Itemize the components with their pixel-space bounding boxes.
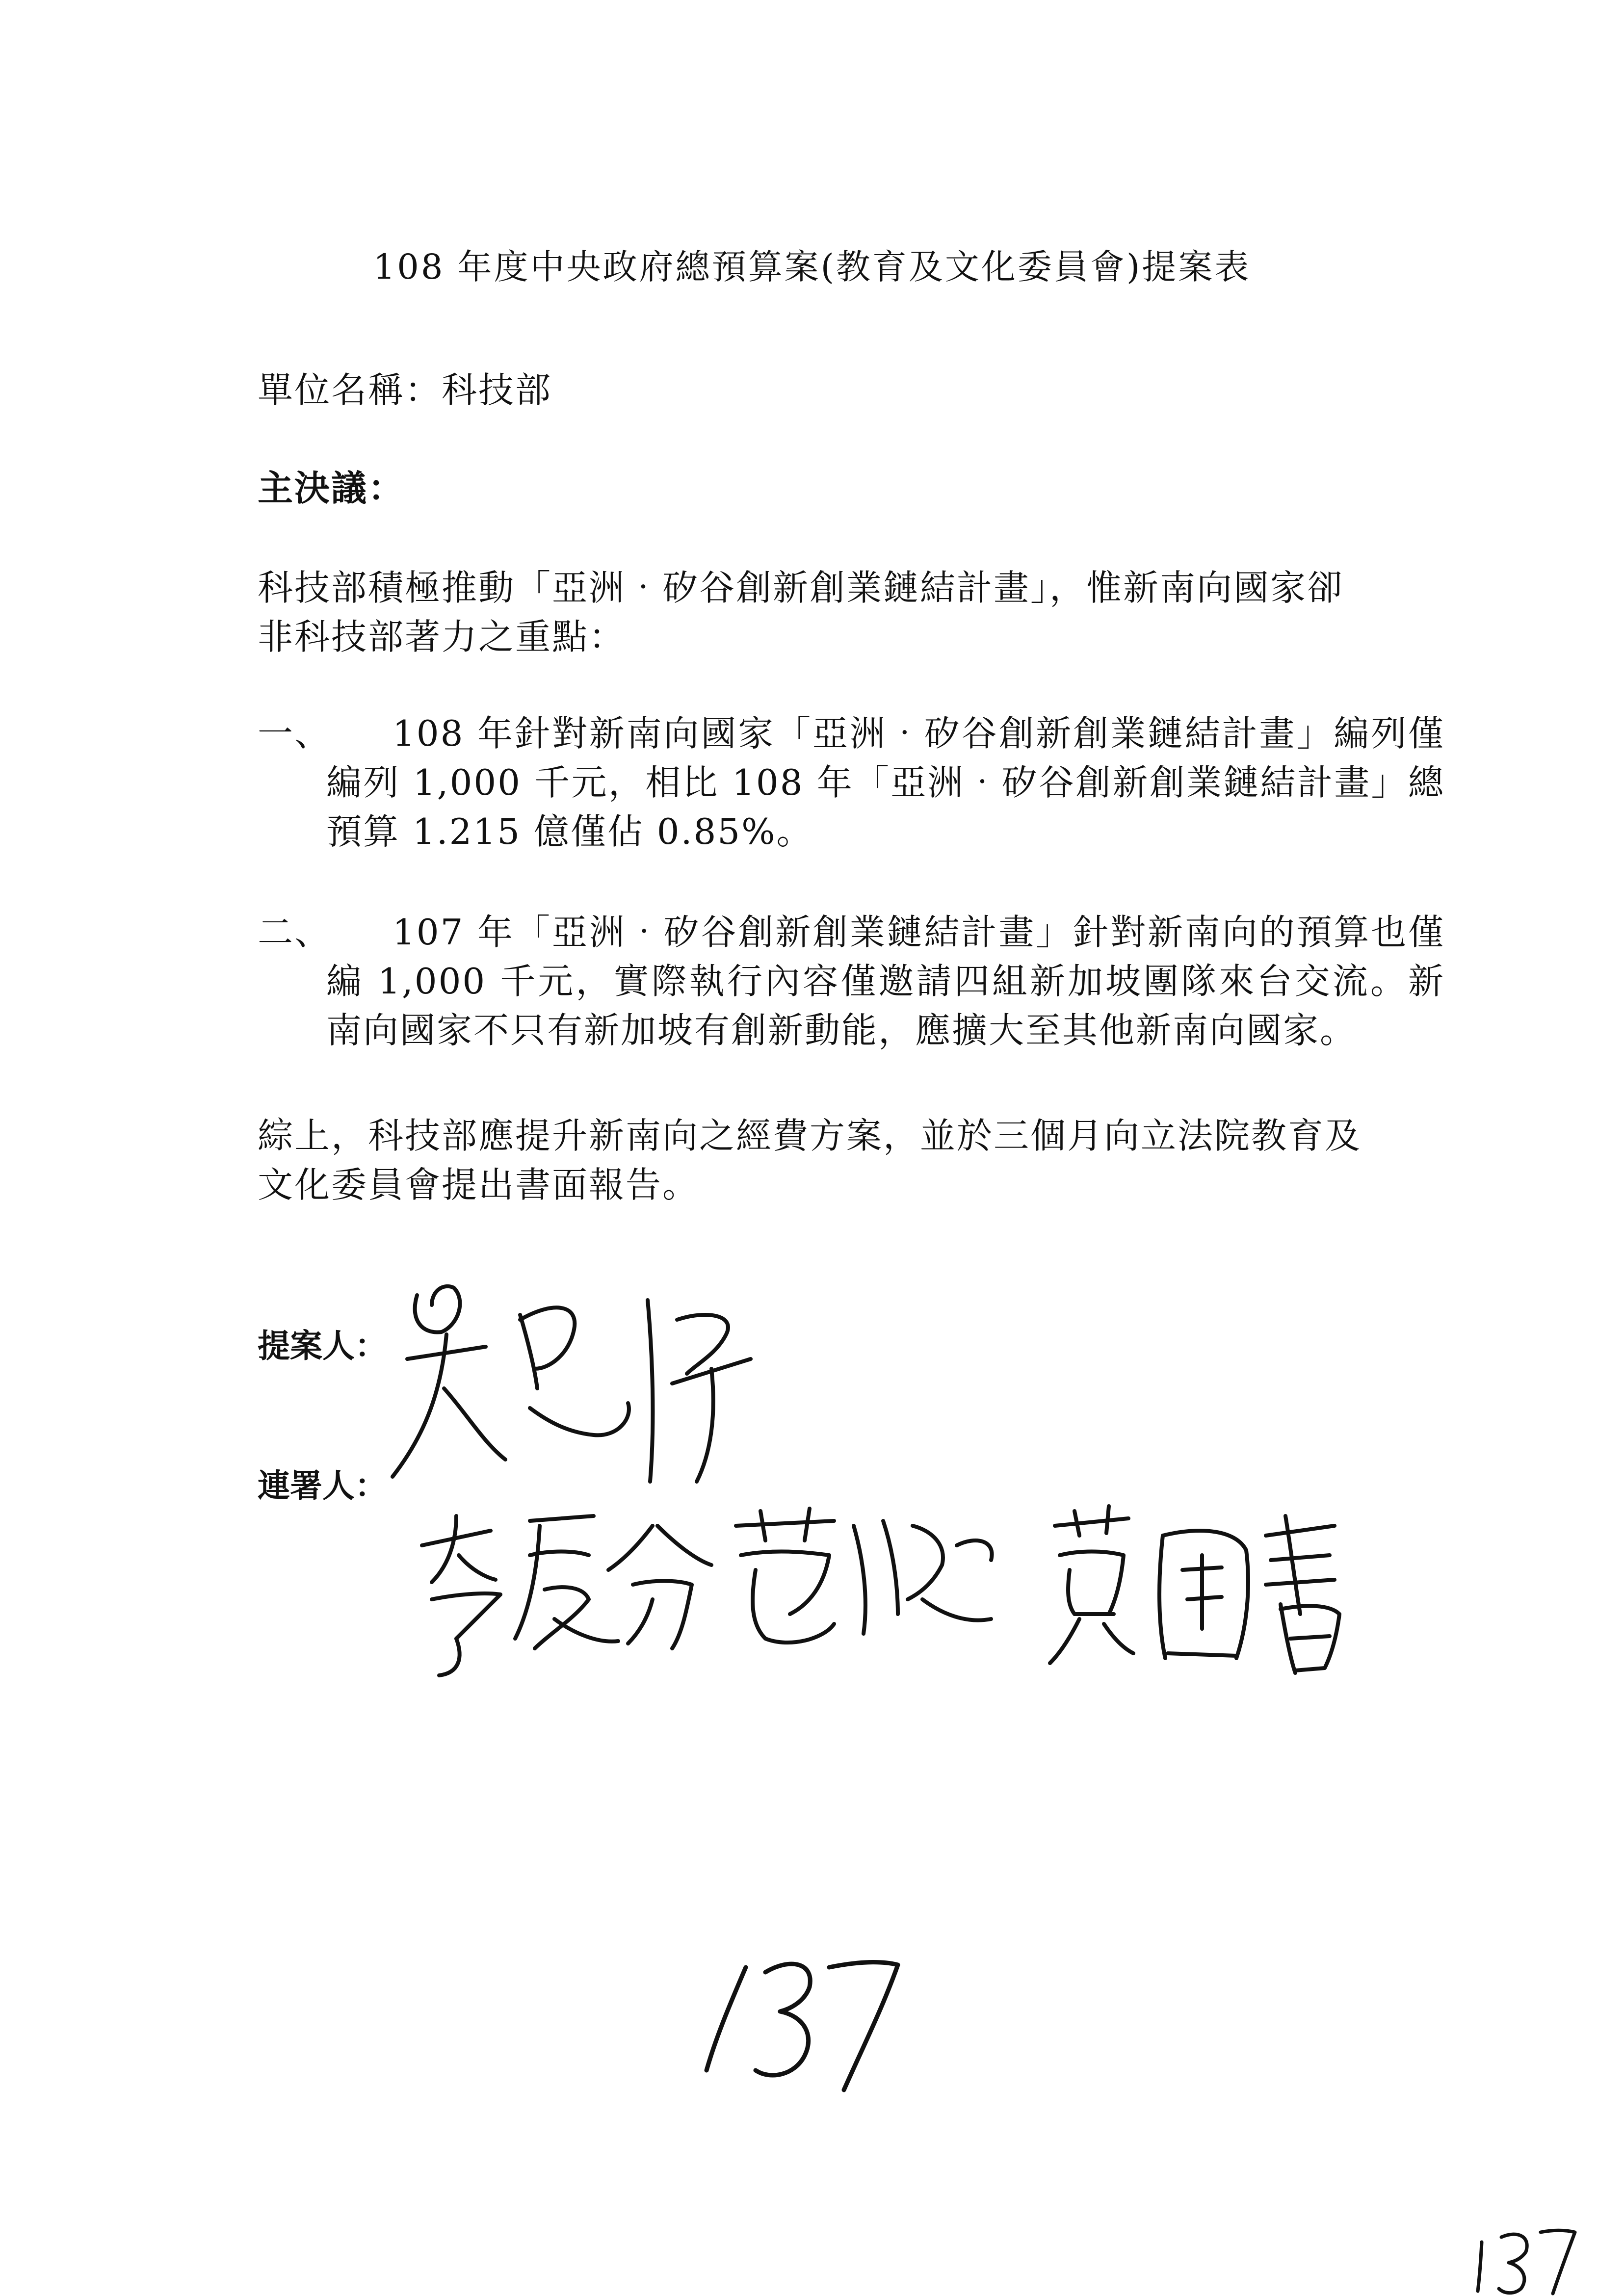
unit-label: 單位名稱： [258, 369, 442, 411]
unit-name: 科技部 [442, 369, 552, 411]
handwritten-page-number [707, 1962, 898, 2090]
proposer-label: 提案人： [258, 1327, 387, 1365]
intro-line-2: 非科技部著力之重點： [258, 616, 626, 657]
cosigner-signature-1 [422, 1516, 711, 1675]
cosigner-signature-2 [736, 1509, 992, 1643]
corner-page-number [1478, 2230, 1575, 2294]
cosigner-signature-3 [1050, 1506, 1339, 1673]
conclusion-line-2: 文化委員會提出書面報告。 [258, 1164, 700, 1205]
item-text: 108 年針對新南向國家「亞洲‧矽谷創新創業鏈結計畫」編列僅編列 1,000 千元，相比 108 年「亞洲‧矽谷創新創業鏈結計畫」總預算 1.215 億僅佔 0.85%。 [326, 713, 1445, 852]
main-resolution-label: 主決議： [258, 468, 405, 509]
cosigner-label: 連署人： [258, 1467, 387, 1505]
item-marker: 二、 [258, 912, 332, 953]
conclusion-line-1: 綜上，科技部應提升新南向之經費方案，並於三個月向立法院教育及 [258, 1115, 1362, 1156]
proposer-signature [393, 1286, 751, 1482]
item-text: 107 年「亞洲‧矽谷創新創業鏈結計畫」針對新南向的預算也僅編 1,000 千元，實際執行內容僅邀請四組新加坡團隊來台交流。新南向國家不只有新加坡有創新動能，應擴大至其他新南向國家。 [326, 912, 1445, 1051]
item-marker: 一、 [258, 713, 332, 754]
document-title: 108 年度中央政府總預算案(教育及文化委員會)提案表 [373, 247, 1251, 287]
intro-line-1: 科技部積極推動「亞洲‧矽谷創新創業鏈結計畫」，惟新南向國家卻 [258, 567, 1344, 608]
